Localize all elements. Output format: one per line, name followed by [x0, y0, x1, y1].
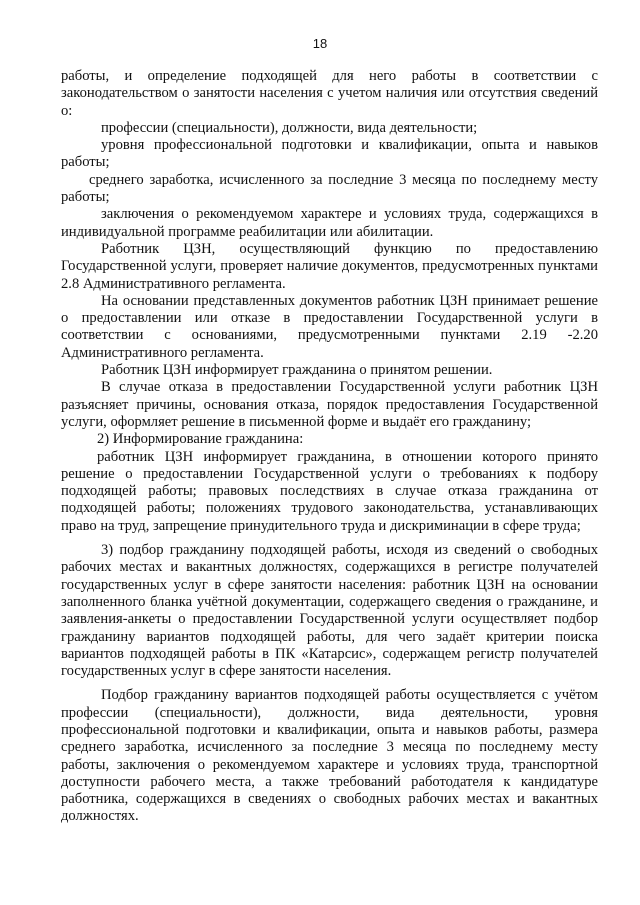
paragraph-13: Подбор гражданину вариантов подходящей работы осуществляется с учётом профессии (специальности), должности, вида деятельности, уровня профессиональной подготовки и квалификации, опыта и навыков работы, размера среднего заработка, исчисленного за последние 3 месяца по последнему месту работы, заключения о рекомендуемом характере и условиях труда, транспортной доступности рабочего места, а также требований работодателя к кандидатуре работника, содержащихся в сведениях о свободных рабочих местах и вакантных должностях. — [61, 687, 598, 825]
document-body — [61, 68, 598, 826]
paragraph-4: среднего заработка, исчисленного за последние 3 месяца по последнему месту работы; — [61, 171, 598, 206]
paragraph-2: профессии (специальности), должности, вида деятельности; — [101, 119, 478, 136]
page-number: 18 — [312, 36, 328, 51]
paragraph-7: На основании представленных документов работник ЦЗН принимает решение о предоставлении или отказе в предоставлении Государственной услуги в соответствии с основаниями, предусмотренными пунктами 2.19 -2.20 Административного регламента. — [61, 292, 598, 361]
paragraph-1: работы, и определение подходящей для него работы в соответствии с законодательством о занятости населения с учетом наличия или отсутствия сведений о: — [61, 68, 598, 119]
paragraph-6: Работник ЦЗН, осуществляющий функцию по предоставлению Государственной услуги, проверяет наличие документов, предусмотренных пунктами 2.8 Административного регламента. — [61, 240, 598, 292]
paragraph-12: 3) подбор гражданину подходящей работы, исходя из сведений о свободных рабочих местах и вакантных должностях, содержащихся в регистре получателей государственных услуг в сфере занятости населения: работник ЦЗН на основании заполненного бланка учётной документации, содержащего сведения о гражданине, и заявления-анкеты о предоставлении Государственной услуги осуществляет подбор гражданину вариантов подходящей работы, для чего задаёт критерии поиска вариантов подходящей работы в ПК «Катарсис», содержащем регистр получателей государственных услуг в сфере занятости населения. — [61, 542, 598, 680]
paragraph-9: В случае отказа в предоставлении Государственной услуги работник ЦЗН разъясняет причины, основания отказа, порядок предоставления Государственной услуги, оформляет решение в письменной форме и выдаёт его гражданину; — [61, 379, 598, 430]
paragraph-3: уровня профессиональной подготовки и квалификации, опыта и навыков работы; — [61, 137, 598, 171]
paragraph-5: заключения о рекомендуемом характере и условиях труда, содержащихся в индивидуальной программе реабилитации или абилитации. — [61, 206, 598, 240]
paragraph-11: работник ЦЗН информирует гражданина, в отношении которого принято решение о предоставлении Государственной услуги о требованиях к подбору подходящей работы; правовых последствиях в случае отказа гражданина от подходящей работы; положениях трудового законодательства, устанавливающих право на труд, запрещение принудительного труда и дискриминации в сфере труда; — [61, 448, 598, 534]
paragraph-10: 2) Информирование гражданина: — [97, 431, 304, 448]
paragraph-8: Работник ЦЗН информирует гражданина о принятом решении. — [101, 362, 493, 379]
